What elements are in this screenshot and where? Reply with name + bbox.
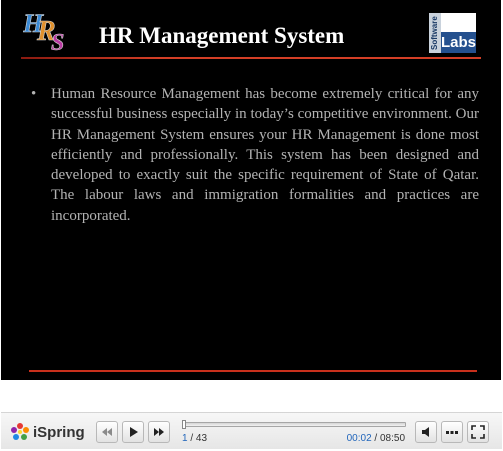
bullet-item (31, 84, 479, 226)
bullet-text: Human Resource Management has become extremely critical for any successful business especially in today’s competitive environment. Our HR Management System ensures your HR Management is done most efficiently and professionally. This system has been designed and developed to exactly suit the specific requirement of State of Qatar. The labour laws and immigration formalities and practices are incorporated. (51, 86, 479, 224)
progress-bar[interactable] (182, 420, 406, 429)
volume-button[interactable] (415, 421, 437, 443)
play-button[interactable] (122, 421, 144, 443)
ispring-flower-icon (10, 422, 30, 442)
slide-counter (182, 433, 207, 444)
logo-software-text: Software (429, 13, 441, 53)
bullet-marker: • (31, 86, 37, 102)
volume-icon (416, 422, 436, 442)
slide-title: HR Management System (99, 23, 345, 48)
current-slide-number: 1 (182, 433, 188, 444)
brand-label: iSpring (33, 423, 85, 441)
software-labs-logo (429, 13, 476, 53)
time-counter (347, 433, 405, 444)
hrs-logo (23, 10, 75, 52)
fast-forward-icon (149, 422, 169, 442)
previous-button[interactable] (96, 421, 118, 443)
bottom-divider (29, 370, 477, 372)
next-button[interactable] (148, 421, 170, 443)
ispring-brand[interactable] (10, 422, 85, 442)
elapsed-time: 00:02 (346, 433, 372, 444)
slide-body (31, 84, 479, 226)
svg-text:S: S (51, 30, 65, 52)
fullscreen-icon (468, 422, 488, 442)
fullscreen-button[interactable] (467, 421, 489, 443)
rewind-icon (97, 422, 117, 442)
progress-handle[interactable] (182, 420, 186, 429)
slide-canvas (1, 0, 501, 380)
svg-text:H: H (23, 10, 44, 38)
title-underline (21, 57, 481, 59)
total-duration: / 08:50 (371, 433, 405, 444)
panel-toggle-icon (442, 422, 462, 442)
progress-track (182, 422, 406, 427)
logo-labs-text: Labs (441, 34, 476, 51)
svg-text:R: R (37, 16, 56, 47)
player-control-bar (1, 412, 502, 449)
total-slides: / 43 (187, 433, 208, 444)
toggle-panel-button[interactable] (441, 421, 463, 443)
play-icon (123, 422, 143, 442)
